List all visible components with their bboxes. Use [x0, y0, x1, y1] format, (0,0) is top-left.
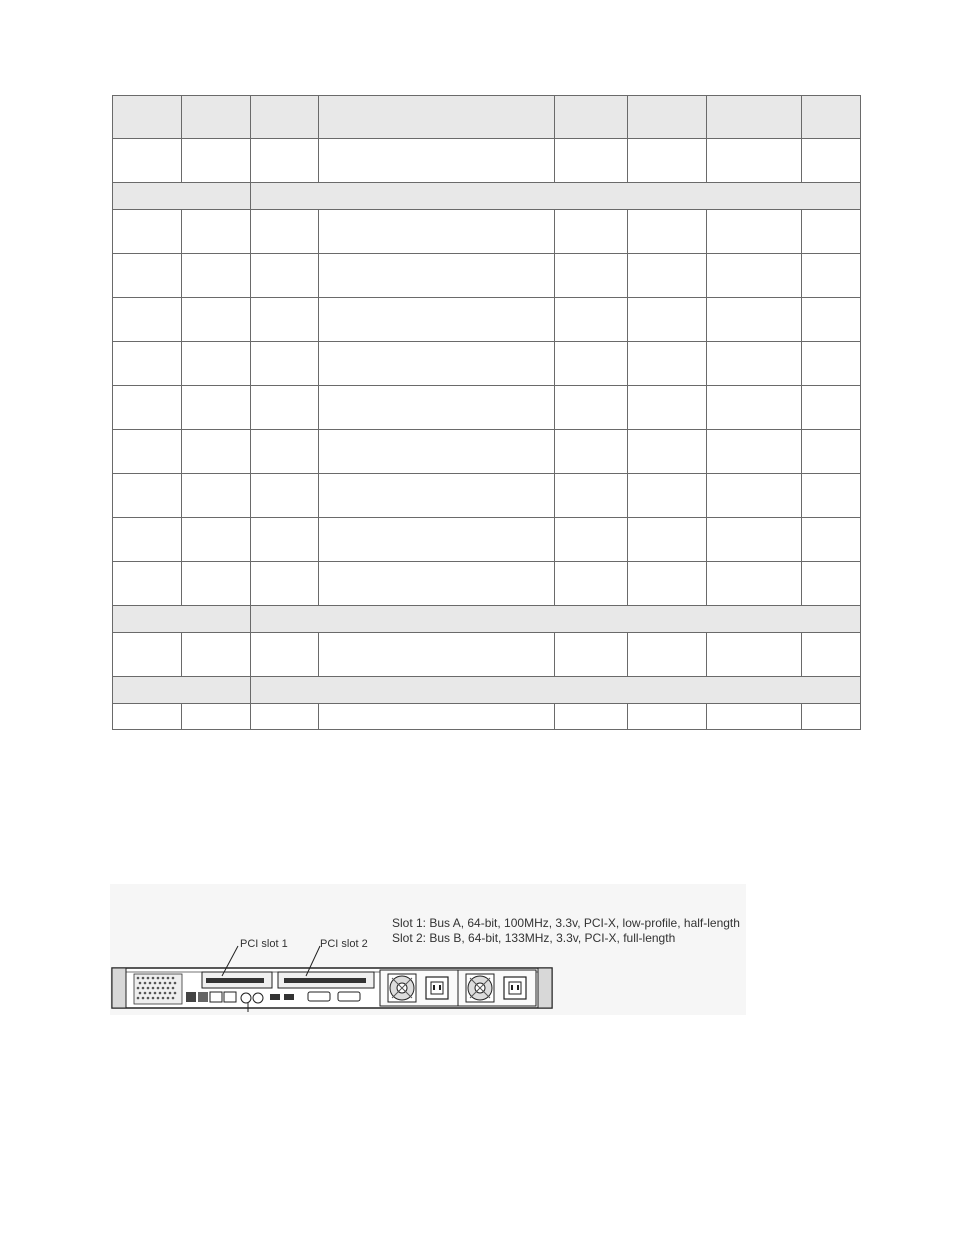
section-label-cell	[113, 606, 251, 633]
table-cell	[555, 430, 628, 474]
table-cell	[113, 633, 182, 677]
table-cell	[113, 562, 182, 606]
table-cell	[113, 254, 182, 298]
table-header-row	[113, 96, 861, 139]
table-row	[113, 562, 861, 606]
table-cell	[319, 430, 555, 474]
table-cell	[707, 633, 802, 677]
table-cell	[555, 298, 628, 342]
table-cell	[113, 430, 182, 474]
table-cell	[251, 518, 319, 562]
vent-grid-icon	[134, 974, 182, 1004]
table-cell	[182, 386, 251, 430]
section-label-cell	[113, 183, 251, 210]
table-cell	[113, 298, 182, 342]
table-cell	[802, 210, 861, 254]
table-cell	[628, 430, 707, 474]
table-cell	[182, 342, 251, 386]
table-cell	[319, 518, 555, 562]
slot-specifications	[392, 916, 740, 946]
table-cell	[628, 474, 707, 518]
table-cell	[555, 518, 628, 562]
table-cell	[319, 474, 555, 518]
table-cell	[628, 562, 707, 606]
table-cell	[555, 342, 628, 386]
table-cell	[113, 704, 182, 730]
table-cell	[182, 298, 251, 342]
table-cell	[182, 704, 251, 730]
table-cell	[555, 633, 628, 677]
table-cell	[707, 704, 802, 730]
table-cell	[707, 562, 802, 606]
table-cell	[802, 562, 861, 606]
table-cell	[802, 342, 861, 386]
table-row	[113, 474, 861, 518]
section-row	[113, 606, 861, 633]
table-cell	[182, 518, 251, 562]
server-rear-panel-illustration	[110, 884, 746, 1015]
table-cell	[319, 210, 555, 254]
table-cell	[628, 139, 707, 183]
table-cell	[707, 386, 802, 430]
table-cell	[182, 210, 251, 254]
table-cell	[555, 562, 628, 606]
table-cell	[628, 386, 707, 430]
section-title-cell	[251, 606, 861, 633]
table-cell	[251, 430, 319, 474]
table-row	[113, 518, 861, 562]
header-cell	[319, 96, 555, 139]
table-cell	[251, 474, 319, 518]
table-row	[113, 704, 861, 730]
table-row	[113, 342, 861, 386]
table-cell	[251, 298, 319, 342]
table-cell	[113, 139, 182, 183]
table-cell	[555, 139, 628, 183]
table-cell	[802, 298, 861, 342]
table-cell	[802, 254, 861, 298]
power-socket-icon	[504, 977, 526, 999]
table-cell	[802, 518, 861, 562]
hardware-table	[112, 95, 861, 730]
table-cell	[555, 386, 628, 430]
table-cell	[319, 342, 555, 386]
table-row	[113, 430, 861, 474]
table-cell	[707, 430, 802, 474]
table-row	[113, 254, 861, 298]
table-cell	[707, 254, 802, 298]
table-row	[113, 298, 861, 342]
header-cell	[802, 96, 861, 139]
table-cell	[707, 298, 802, 342]
slot-2-spec: Slot 2: Bus B, 64-bit, 133MHz, 3.3v, PCI-X, full-length	[392, 931, 676, 945]
section-title-cell	[251, 183, 861, 210]
table-cell	[802, 386, 861, 430]
table-cell	[182, 254, 251, 298]
header-cell	[251, 96, 319, 139]
table-cell	[802, 633, 861, 677]
table-cell	[251, 210, 319, 254]
table-cell	[555, 704, 628, 730]
fan-icon	[388, 974, 416, 1002]
table-cell	[319, 704, 555, 730]
table-cell	[182, 562, 251, 606]
header-cell	[707, 96, 802, 139]
table-cell	[182, 633, 251, 677]
pci-slot-2-label: PCI slot 2	[320, 938, 368, 950]
table-cell	[628, 704, 707, 730]
table-cell	[251, 633, 319, 677]
table-cell	[707, 342, 802, 386]
table-cell	[628, 210, 707, 254]
table-cell	[707, 210, 802, 254]
table-cell	[113, 210, 182, 254]
table-cell	[319, 386, 555, 430]
table-cell	[555, 210, 628, 254]
table-cell	[113, 386, 182, 430]
table-cell	[628, 342, 707, 386]
section-row	[113, 183, 861, 210]
table-cell	[628, 254, 707, 298]
table-cell	[707, 474, 802, 518]
table-cell	[113, 342, 182, 386]
pci-slot-1-label: PCI slot 1	[240, 938, 288, 950]
header-cell	[182, 96, 251, 139]
section-row	[113, 677, 861, 704]
table-cell	[802, 474, 861, 518]
header-cell	[628, 96, 707, 139]
table-cell	[802, 704, 861, 730]
header-cell	[555, 96, 628, 139]
table-cell	[251, 342, 319, 386]
table-cell	[555, 254, 628, 298]
table-cell	[319, 139, 555, 183]
table-cell	[555, 474, 628, 518]
server-rear-panel-figure	[110, 884, 746, 1015]
table-cell	[628, 633, 707, 677]
table-cell	[251, 386, 319, 430]
table-cell	[319, 562, 555, 606]
table-cell	[182, 139, 251, 183]
table-cell	[802, 139, 861, 183]
table-cell	[182, 430, 251, 474]
fan-icon	[466, 974, 494, 1002]
slot-1-spec: Slot 1: Bus A, 64-bit, 100MHz, 3.3v, PCI-X, low-profile, half-length	[392, 916, 740, 930]
section-label-cell	[113, 677, 251, 704]
table-cell	[251, 139, 319, 183]
table-cell	[319, 298, 555, 342]
table-cell	[628, 518, 707, 562]
table-row	[113, 386, 861, 430]
table-cell	[707, 518, 802, 562]
table-row	[113, 139, 861, 183]
header-cell	[113, 96, 182, 139]
table-cell	[113, 474, 182, 518]
table-cell	[182, 474, 251, 518]
table-cell	[251, 254, 319, 298]
power-socket-icon	[426, 977, 448, 999]
table-cell	[251, 704, 319, 730]
table-cell	[251, 562, 319, 606]
table-cell	[707, 139, 802, 183]
table-row	[113, 210, 861, 254]
table-cell	[802, 430, 861, 474]
table-cell	[113, 518, 182, 562]
table-cell	[628, 298, 707, 342]
table-cell	[319, 633, 555, 677]
section-title-cell	[251, 677, 861, 704]
table-row	[113, 633, 861, 677]
table-cell	[319, 254, 555, 298]
